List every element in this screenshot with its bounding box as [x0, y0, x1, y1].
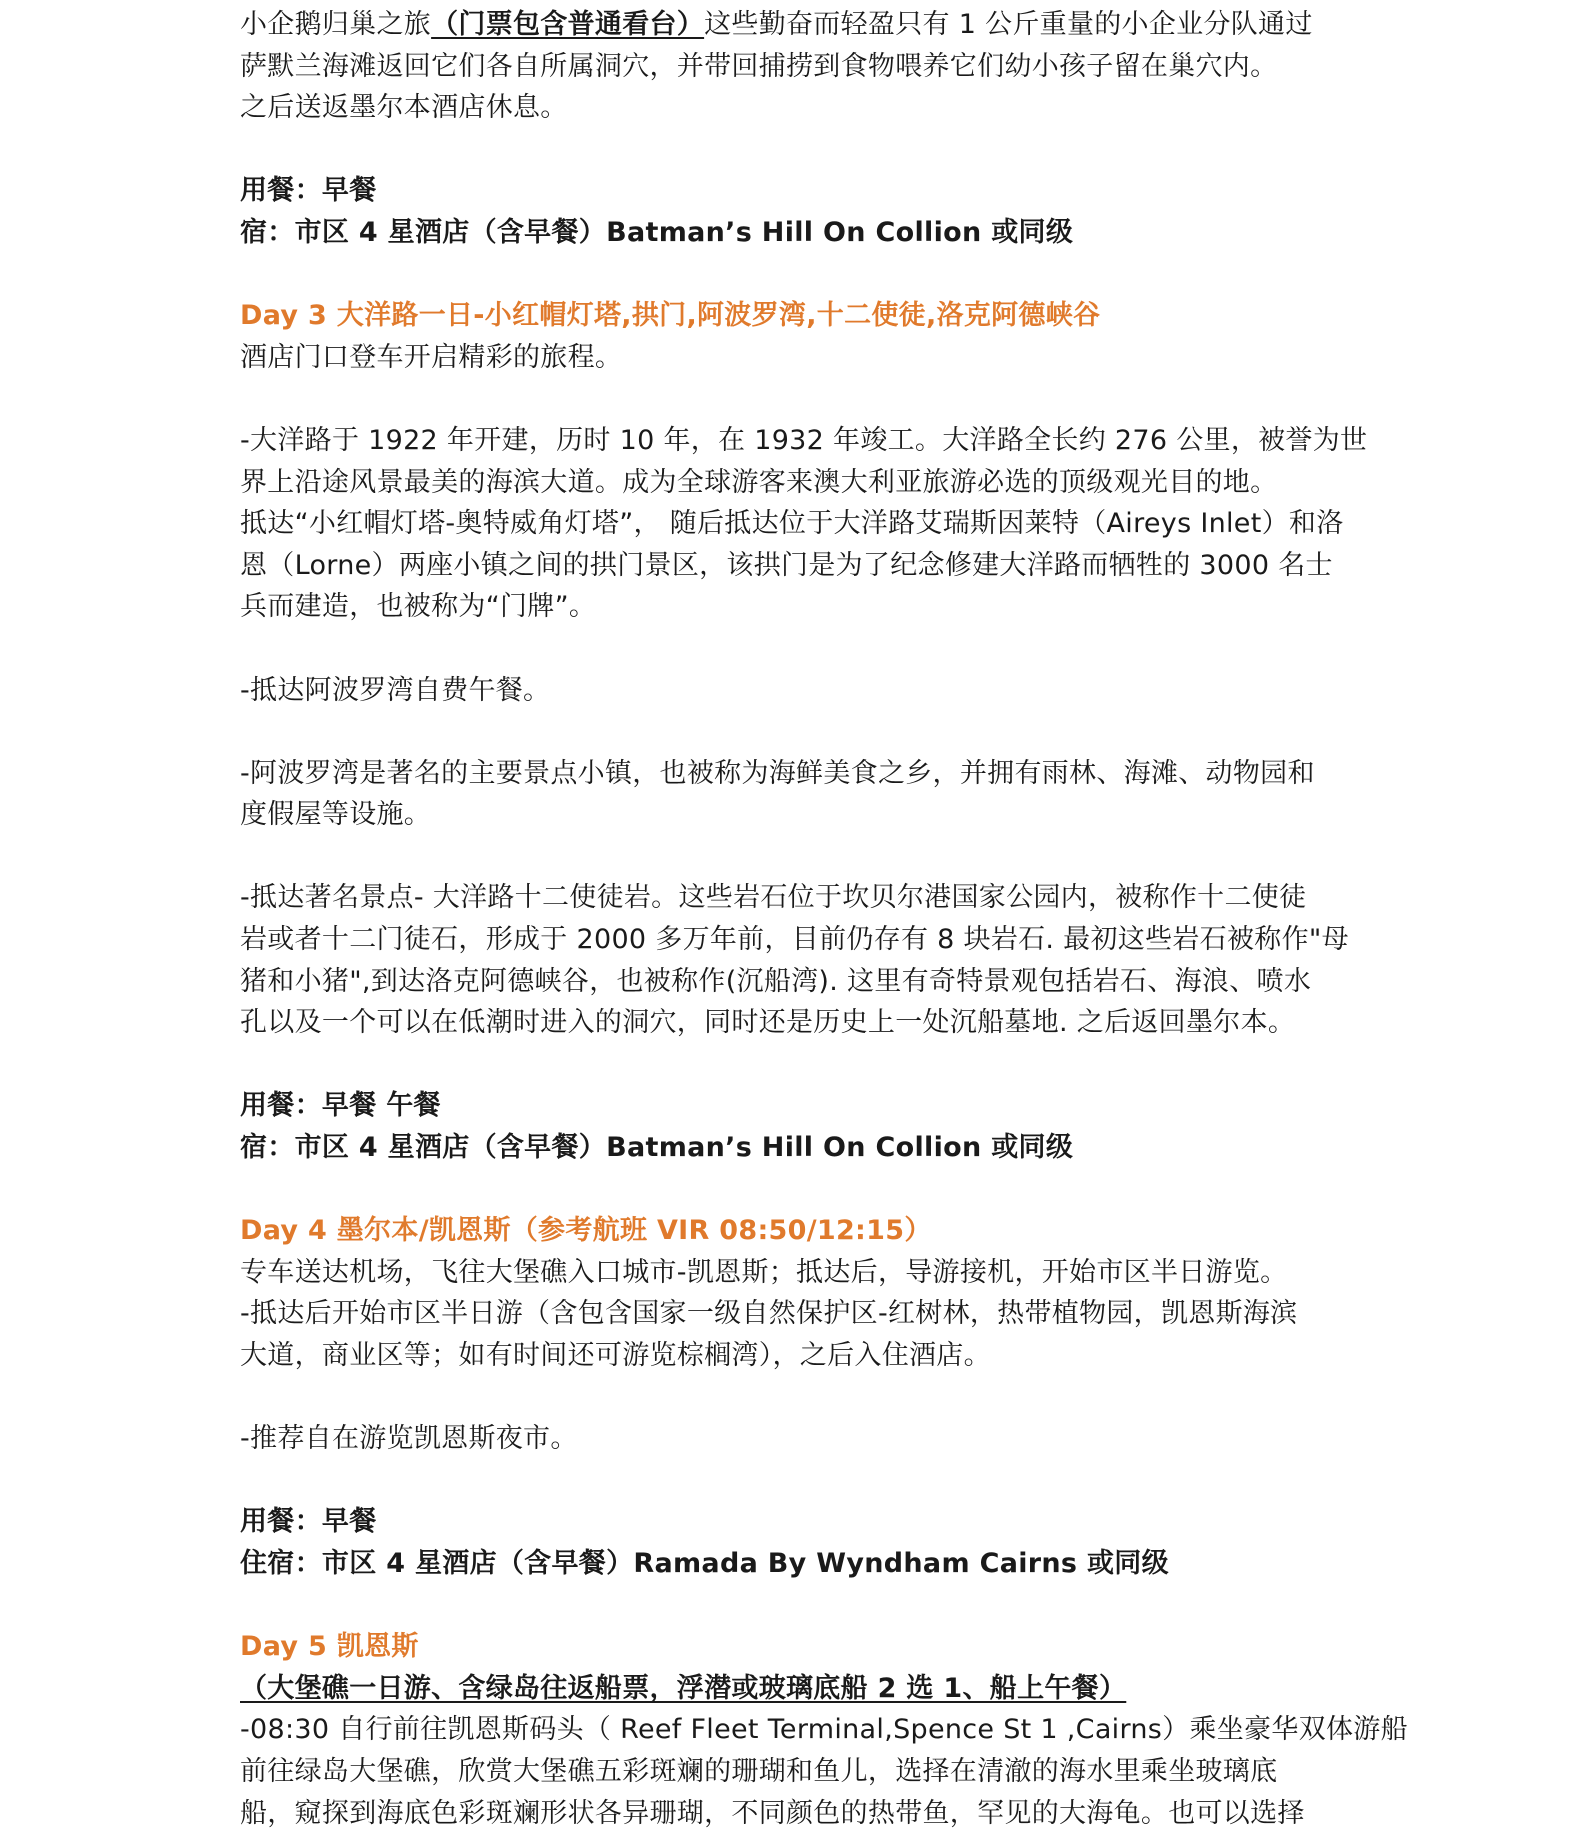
underlined-note: （门票包含普通看台） [431, 9, 705, 40]
included-items-note-text: （大堡礁一日游、含绿岛往返船票，浮潜或玻璃底船 2 选 1、船上午餐） [240, 1672, 1127, 1704]
text-line-text: -阿波罗湾是著名的主要景点小镇，也被称为海鲜美食之乡，并拥有雨林、海滩、动物园和 [240, 757, 1315, 789]
blank-line [240, 1044, 1350, 1086]
blank-line [240, 129, 1350, 171]
meal-or-hotel-line [240, 1501, 1350, 1543]
text-line-text: 专车送达机场，飞往大堡礁入口城市-凯恩斯；抵达后，导游接机，开始市区半日游览。 [240, 1256, 1288, 1288]
text-line [240, 794, 1350, 836]
text-line-text: -抵达著名景点- 大洋路十二使徒岩。这些岩石位于坎贝尔港国家公园内，被称作十二使徒 [240, 882, 1307, 914]
blank-line [240, 1460, 1350, 1502]
text-line-text: 度假屋等设施。 [240, 799, 432, 831]
text-line [240, 1293, 1350, 1335]
text-line-text: -08:30 自行前往凯恩斯码头（ Reef Fleet Terminal,Spence St 1 ,Cairns）乘坐豪华双体游船 [240, 1714, 1408, 1746]
text-line-text: 前往绿岛大堡礁，欣赏大堡礁五彩斑斓的珊瑚和鱼儿，选择在清澈的海水里乘坐玻璃底 [240, 1755, 1278, 1787]
day-heading-text: Day 5 凯恩斯 [240, 1631, 419, 1663]
meal-or-hotel-line-text: 宿：市区 4 星酒店（含早餐）Batman’s Hill On Collion 或同级 [240, 216, 1074, 248]
text-line [240, 961, 1350, 1003]
text-line [240, 4, 1350, 46]
meal-or-hotel-line [240, 1127, 1350, 1169]
day-heading-text: Day 3 大洋路一日-小红帽灯塔,拱门,阿波罗湾,十二使徒,洛克阿德峡谷 [240, 300, 1101, 332]
text-line-text: 酒店门口登车开启精彩的旅程。 [240, 341, 623, 373]
included-items-note [240, 1668, 1350, 1710]
text-line [240, 753, 1350, 795]
blank-line [240, 1169, 1350, 1211]
meal-or-hotel-line-text: 宿：市区 4 星酒店（含早餐）Batman’s Hill On Collion 或同级 [240, 1132, 1074, 1164]
blank-line [240, 1585, 1350, 1627]
text-line [240, 919, 1350, 961]
day-heading-text: Day 4 墨尔本/凯恩斯（参考航班 VIR 08:50/12:15） [240, 1215, 932, 1247]
text-line [240, 877, 1350, 919]
text-line-text: 大道，商业区等；如有时间还可游览棕榈湾），之后入住酒店。 [240, 1340, 991, 1371]
text-line [240, 545, 1350, 587]
meal-or-hotel-line [240, 170, 1350, 212]
day-heading [240, 1626, 1350, 1668]
document-page [240, 4, 1408, 1834]
text-line-text: -抵达阿波罗湾自费午餐。 [240, 674, 551, 706]
text-line-text: 恩（Lorne）两座小镇之间的拱门景区，该拱门是为了纪念修建大洋路而牺牲的 3000 名士 [240, 549, 1333, 581]
text-line-text: -抵达后开始市区半日游（含包含国家一级自然保护区-红树林，热带植物园，凯恩斯海滨 [240, 1298, 1298, 1330]
text-line-text: 抵达“小红帽灯塔-奥特威角灯塔”， 随后抵达位于大洋路艾瑞斯因莱特（Aireys Inlet）和洛 [240, 508, 1344, 540]
blank-line [240, 254, 1350, 296]
meal-or-hotel-line-text: 住宿：市区 4 星酒店（含早餐）Ramada By Wyndham Cairns 或同级 [240, 1547, 1169, 1579]
text-line [240, 1418, 1350, 1460]
text-line [240, 337, 1350, 379]
text-line-text: 之后送返墨尔本酒店休息。 [240, 92, 568, 124]
blank-line [240, 836, 1350, 878]
blank-line [240, 711, 1350, 753]
text-line-text: -大洋路于 1922 年开建，历时 10 年，在 1932 年竣工。大洋路全长约 276 公里，被誉为世 [240, 424, 1368, 456]
blank-line [240, 1377, 1350, 1419]
text-line [240, 420, 1368, 462]
text-line [240, 670, 1350, 712]
text-line [240, 46, 1350, 88]
text-segment: 这些勤奋而轻盈只有 1 公斤重量的小企业分队通过 [704, 9, 1313, 40]
meal-or-hotel-line-text: 用餐：早餐 [240, 1506, 377, 1538]
meal-or-hotel-line [240, 1543, 1350, 1585]
text-line-text: -推荐自在游览凯恩斯夜市。 [240, 1423, 578, 1455]
text-line [240, 1335, 1350, 1377]
text-line-text: 孔以及一个可以在低潮时进入的洞穴，同时还是历史上一处沉船墓地. 之后返回墨尔本。 [240, 1007, 1296, 1039]
day-heading [240, 1210, 1350, 1252]
blank-line [240, 628, 1350, 670]
text-line [240, 462, 1350, 504]
text-line-text: 界上沿途风景最美的海滨大道。成为全球游客来澳大利亚旅游必选的顶级观光目的地。 [240, 466, 1278, 498]
meal-or-hotel-line [240, 212, 1350, 254]
text-line [240, 1751, 1350, 1793]
text-line [240, 1793, 1350, 1835]
text-segment: 小企鹅归巢之旅 [240, 9, 432, 40]
text-line-text: 船，窥探到海底色彩斑斓形状各异珊瑚，不同颜色的热带鱼，罕见的大海龟。也可以选择 [240, 1797, 1305, 1829]
meal-or-hotel-line-text: 用餐：早餐 午餐 [240, 1090, 441, 1122]
text-line [240, 1709, 1408, 1751]
text-line [240, 586, 1350, 628]
meal-or-hotel-line-text: 用餐：早餐 [240, 175, 377, 207]
text-line-text: 岩或者十二门徒石，形成于 2000 多万年前，目前仍存有 8 块岩石. 最初这些岩石被称作"母 [240, 924, 1349, 956]
blank-line [240, 378, 1350, 420]
meal-or-hotel-line [240, 1085, 1350, 1127]
text-line [240, 1252, 1350, 1294]
text-line-text: 兵而建造，也被称为“门牌”。 [240, 591, 597, 623]
day-heading [240, 295, 1350, 337]
text-line [240, 1002, 1350, 1044]
text-line [240, 503, 1350, 545]
text-line-text: 萨默兰海滩返回它们各自所属洞穴，并带回捕捞到食物喂养它们幼小孩子留在巢穴内。 [240, 50, 1278, 82]
text-line-text: 猪和小猪",到达洛克阿德峡谷，也被称作(沉船湾). 这里有奇特景观包括岩石、海浪、喷水 [240, 965, 1312, 997]
text-line [240, 87, 1350, 129]
